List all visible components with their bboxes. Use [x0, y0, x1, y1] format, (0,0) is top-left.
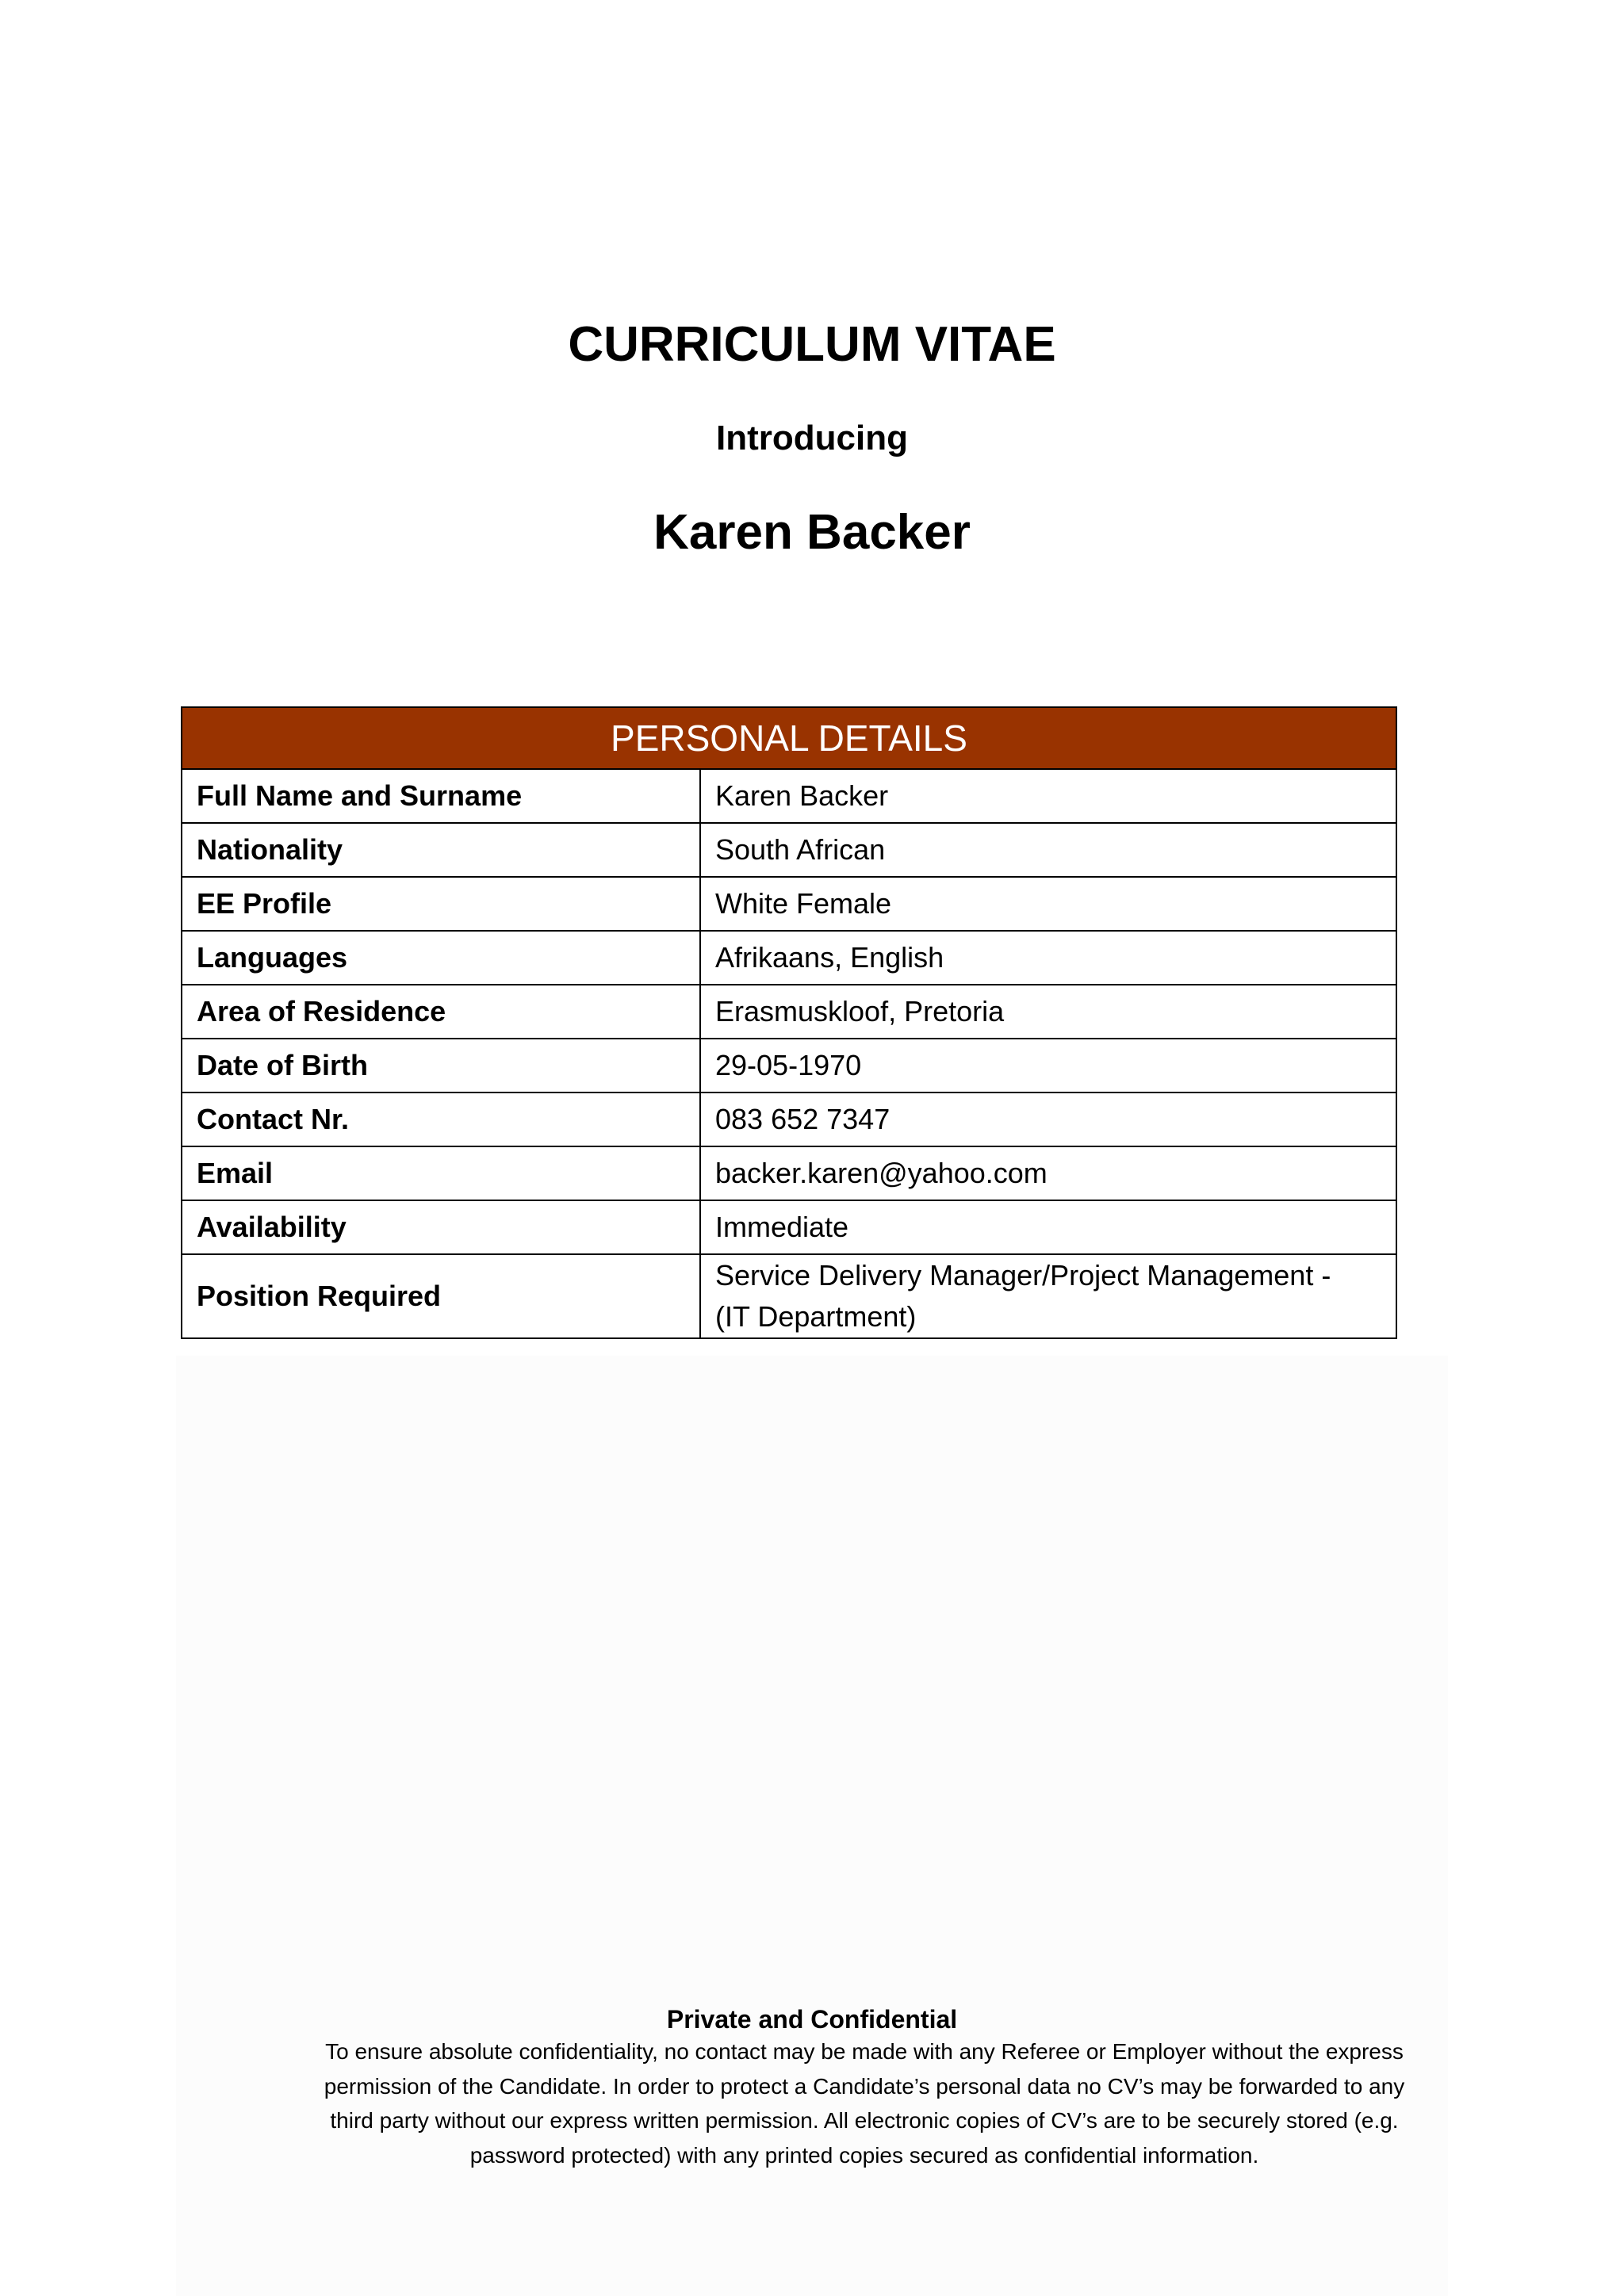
row-label-availability: Availability [182, 1200, 700, 1254]
row-value-email: backer.karen@yahoo.com [700, 1146, 1396, 1200]
table-row [182, 1200, 1396, 1254]
row-value-ee-profile: White Female [700, 877, 1396, 931]
row-label-ee-profile: EE Profile [182, 877, 700, 931]
row-label-email: Email [182, 1146, 700, 1200]
row-label-contact-nr: Contact Nr. [182, 1093, 700, 1146]
table-row [182, 1093, 1396, 1146]
row-value-area-of-residence: Erasmuskloof, Pretoria [700, 985, 1396, 1039]
table-row [182, 877, 1396, 931]
row-label-full-name: Full Name and Surname [182, 769, 700, 823]
row-label-languages: Languages [182, 931, 700, 985]
table-row [182, 931, 1396, 985]
confidentiality-notice: To ensure absolute confidentiality, no contact may be made with any Referee or Employer without the express permission of the Candidate. In order to protect a Candidate’s personal data no CV’s may be forwarded to any third party without our express written permission. All electronic copies of CV’s are to be securely stored (e.g. password protected) with any printed copies secured as confidential information. [324, 2039, 1405, 2168]
table-row [182, 985, 1396, 1039]
confidentiality-title: Private and Confidential [666, 2005, 958, 2034]
row-value-date-of-birth: 29-05-1970 [700, 1039, 1396, 1093]
position-required-line-1: Service Delivery Manager/Project Management - [715, 1259, 1331, 1292]
row-value-contact-nr: 083 652 7347 [700, 1093, 1396, 1146]
table-header-row [182, 707, 1396, 769]
table-row [182, 823, 1396, 877]
document-title: CURRICULUM VITAE [568, 317, 1056, 372]
personal-details-table [181, 706, 1397, 1339]
introducing-label: Introducing [716, 419, 908, 457]
row-value-full-name: Karen Backer [700, 769, 1396, 823]
table-row [182, 1039, 1396, 1093]
row-label-date-of-birth: Date of Birth [182, 1039, 700, 1093]
table-row [182, 1146, 1396, 1200]
row-value-languages: Afrikaans, English [700, 931, 1396, 985]
candidate-name: Karen Backer [653, 505, 971, 560]
row-value-nationality: South African [700, 823, 1396, 877]
personal-details-heading: PERSONAL DETAILS [182, 707, 1396, 769]
row-label-area-of-residence: Area of Residence [182, 985, 700, 1039]
row-label-position-required: Position Required [182, 1254, 700, 1338]
row-value-availability: Immediate [700, 1200, 1396, 1254]
position-required-line-2: (IT Department) [715, 1300, 917, 1333]
row-label-nationality: Nationality [182, 823, 700, 877]
row-value-position-required [700, 1254, 1396, 1338]
table-row [182, 769, 1396, 823]
table-row [182, 1254, 1396, 1338]
